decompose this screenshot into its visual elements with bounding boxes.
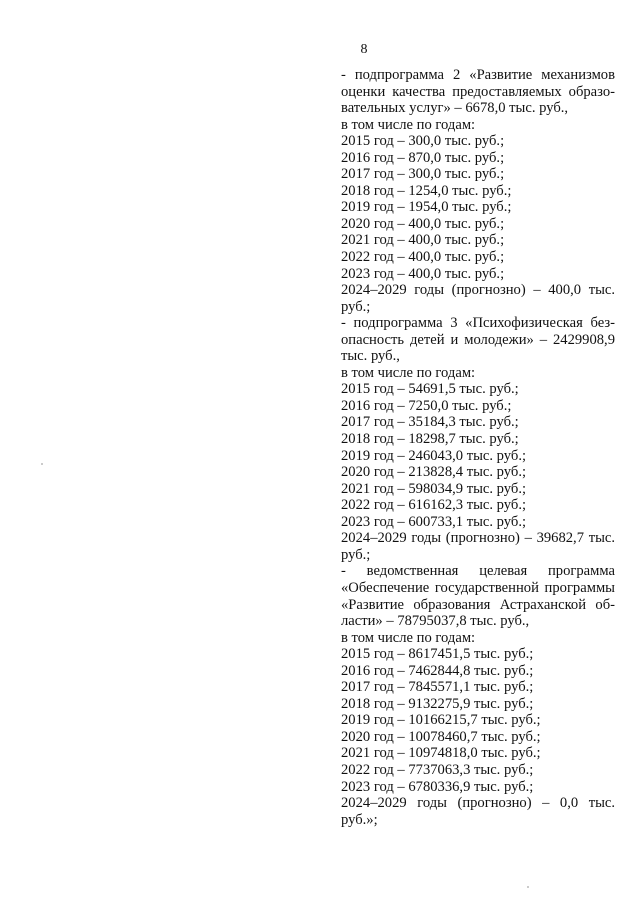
text-line: тыс. руб., xyxy=(341,348,400,365)
document-text-column xyxy=(341,67,615,828)
text-line-year-amount: 2017 год – 300,0 тыс. руб.; xyxy=(341,166,505,183)
text-line-forecast-amount: 2024–2029 годы (прогнозно) – 39682,7 тыс. xyxy=(341,530,615,547)
text-line-year-amount: 2022 год – 400,0 тыс. руб.; xyxy=(341,249,505,266)
text-line-year-amount: 2016 год – 7462844,8 тыс. руб.; xyxy=(341,662,534,679)
text-line-year-amount: 2019 год – 10166215,7 тыс. руб.; xyxy=(341,712,541,729)
text-line-forecast-amount: 2024–2029 годы (прогнозно) – 0,0 тыс. xyxy=(341,795,615,812)
text-line: вательных услуг» – 6678,0 тыс. руб., xyxy=(341,100,569,117)
text-line-year-amount: 2016 год – 7250,0 тыс. руб.; xyxy=(341,397,512,414)
text-line-by-years-heading: в том числе по годам: xyxy=(341,116,476,133)
text-line: «Обеспечение государственной программы xyxy=(341,579,615,596)
text-line: руб.; xyxy=(341,298,371,315)
text-line-year-amount: 2018 год – 18298,7 тыс. руб.; xyxy=(341,431,519,448)
text-line-subprogram-2-start: - подпрограмма 2 «Развитие механизмов xyxy=(341,67,615,83)
scan-artifact-dot xyxy=(41,463,43,465)
text-line-year-amount: 2015 год – 54691,5 тыс. руб.; xyxy=(341,381,519,398)
text-line: ласти» – 78795037,8 тыс. руб., xyxy=(341,613,530,630)
text-line-year-amount: 2017 год – 7845571,1 тыс. руб.; xyxy=(341,679,534,696)
text-line-year-amount: 2023 год – 400,0 тыс. руб.; xyxy=(341,265,505,282)
text-line-year-amount: 2020 год – 10078460,7 тыс. руб.; xyxy=(341,728,541,745)
text-line-year-amount: 2018 год – 9132275,9 тыс. руб.; xyxy=(341,695,534,712)
text-line-forecast-amount: 2024–2029 годы (прогнозно) – 400,0 тыс. xyxy=(341,282,615,299)
text-line-subprogram-3-start: - подпрограмма 3 «Психофизическая без- xyxy=(341,315,615,332)
text-line: «Развитие образования Астраханской об- xyxy=(341,596,615,613)
text-line-year-amount: 2021 год – 10974818,0 тыс. руб.; xyxy=(341,745,541,762)
text-line-year-amount: 2022 год – 7737063,3 тыс. руб.; xyxy=(341,761,534,778)
text-line-year-amount: 2016 год – 870,0 тыс. руб.; xyxy=(341,149,505,166)
text-line: руб.»; xyxy=(341,811,378,828)
text-line-year-amount: 2018 год – 1254,0 тыс. руб.; xyxy=(341,182,512,199)
text-line-year-amount: 2023 год – 6780336,9 тыс. руб.; xyxy=(341,778,534,795)
text-line: оценки качества предоставляемых образо- xyxy=(341,83,615,100)
scan-artifact-dot xyxy=(527,886,529,888)
text-line: опасность детей и молодежи» – 2429908,9 xyxy=(341,331,615,348)
text-line-departmental-program-start: - ведомственная целевая программа xyxy=(341,563,615,580)
text-line-year-amount: 2021 год – 400,0 тыс. руб.; xyxy=(341,232,505,249)
text-line-year-amount: 2023 год – 600733,1 тыс. руб.; xyxy=(341,513,527,530)
text-line-year-amount: 2021 год – 598034,9 тыс. руб.; xyxy=(341,480,527,497)
text-line-year-amount: 2022 год – 616162,3 тыс. руб.; xyxy=(341,497,527,514)
text-line-year-amount: 2019 год – 246043,0 тыс. руб.; xyxy=(341,447,527,464)
text-line-year-amount: 2015 год – 8617451,5 тыс. руб.; xyxy=(341,646,534,663)
text-line-year-amount: 2019 год – 1954,0 тыс. руб.; xyxy=(341,199,512,216)
text-line-by-years-heading: в том числе по годам: xyxy=(341,629,476,646)
text-line-year-amount: 2015 год – 300,0 тыс. руб.; xyxy=(341,133,505,150)
text-line-year-amount: 2020 год – 400,0 тыс. руб.; xyxy=(341,215,505,232)
text-line-by-years-heading: в том числе по годам: xyxy=(341,364,476,381)
text-line-year-amount: 2017 год – 35184,3 тыс. руб.; xyxy=(341,414,519,431)
page-number: 8 xyxy=(360,42,368,57)
text-line: руб.; xyxy=(341,546,371,563)
text-line-year-amount: 2020 год – 213828,4 тыс. руб.; xyxy=(341,464,527,481)
